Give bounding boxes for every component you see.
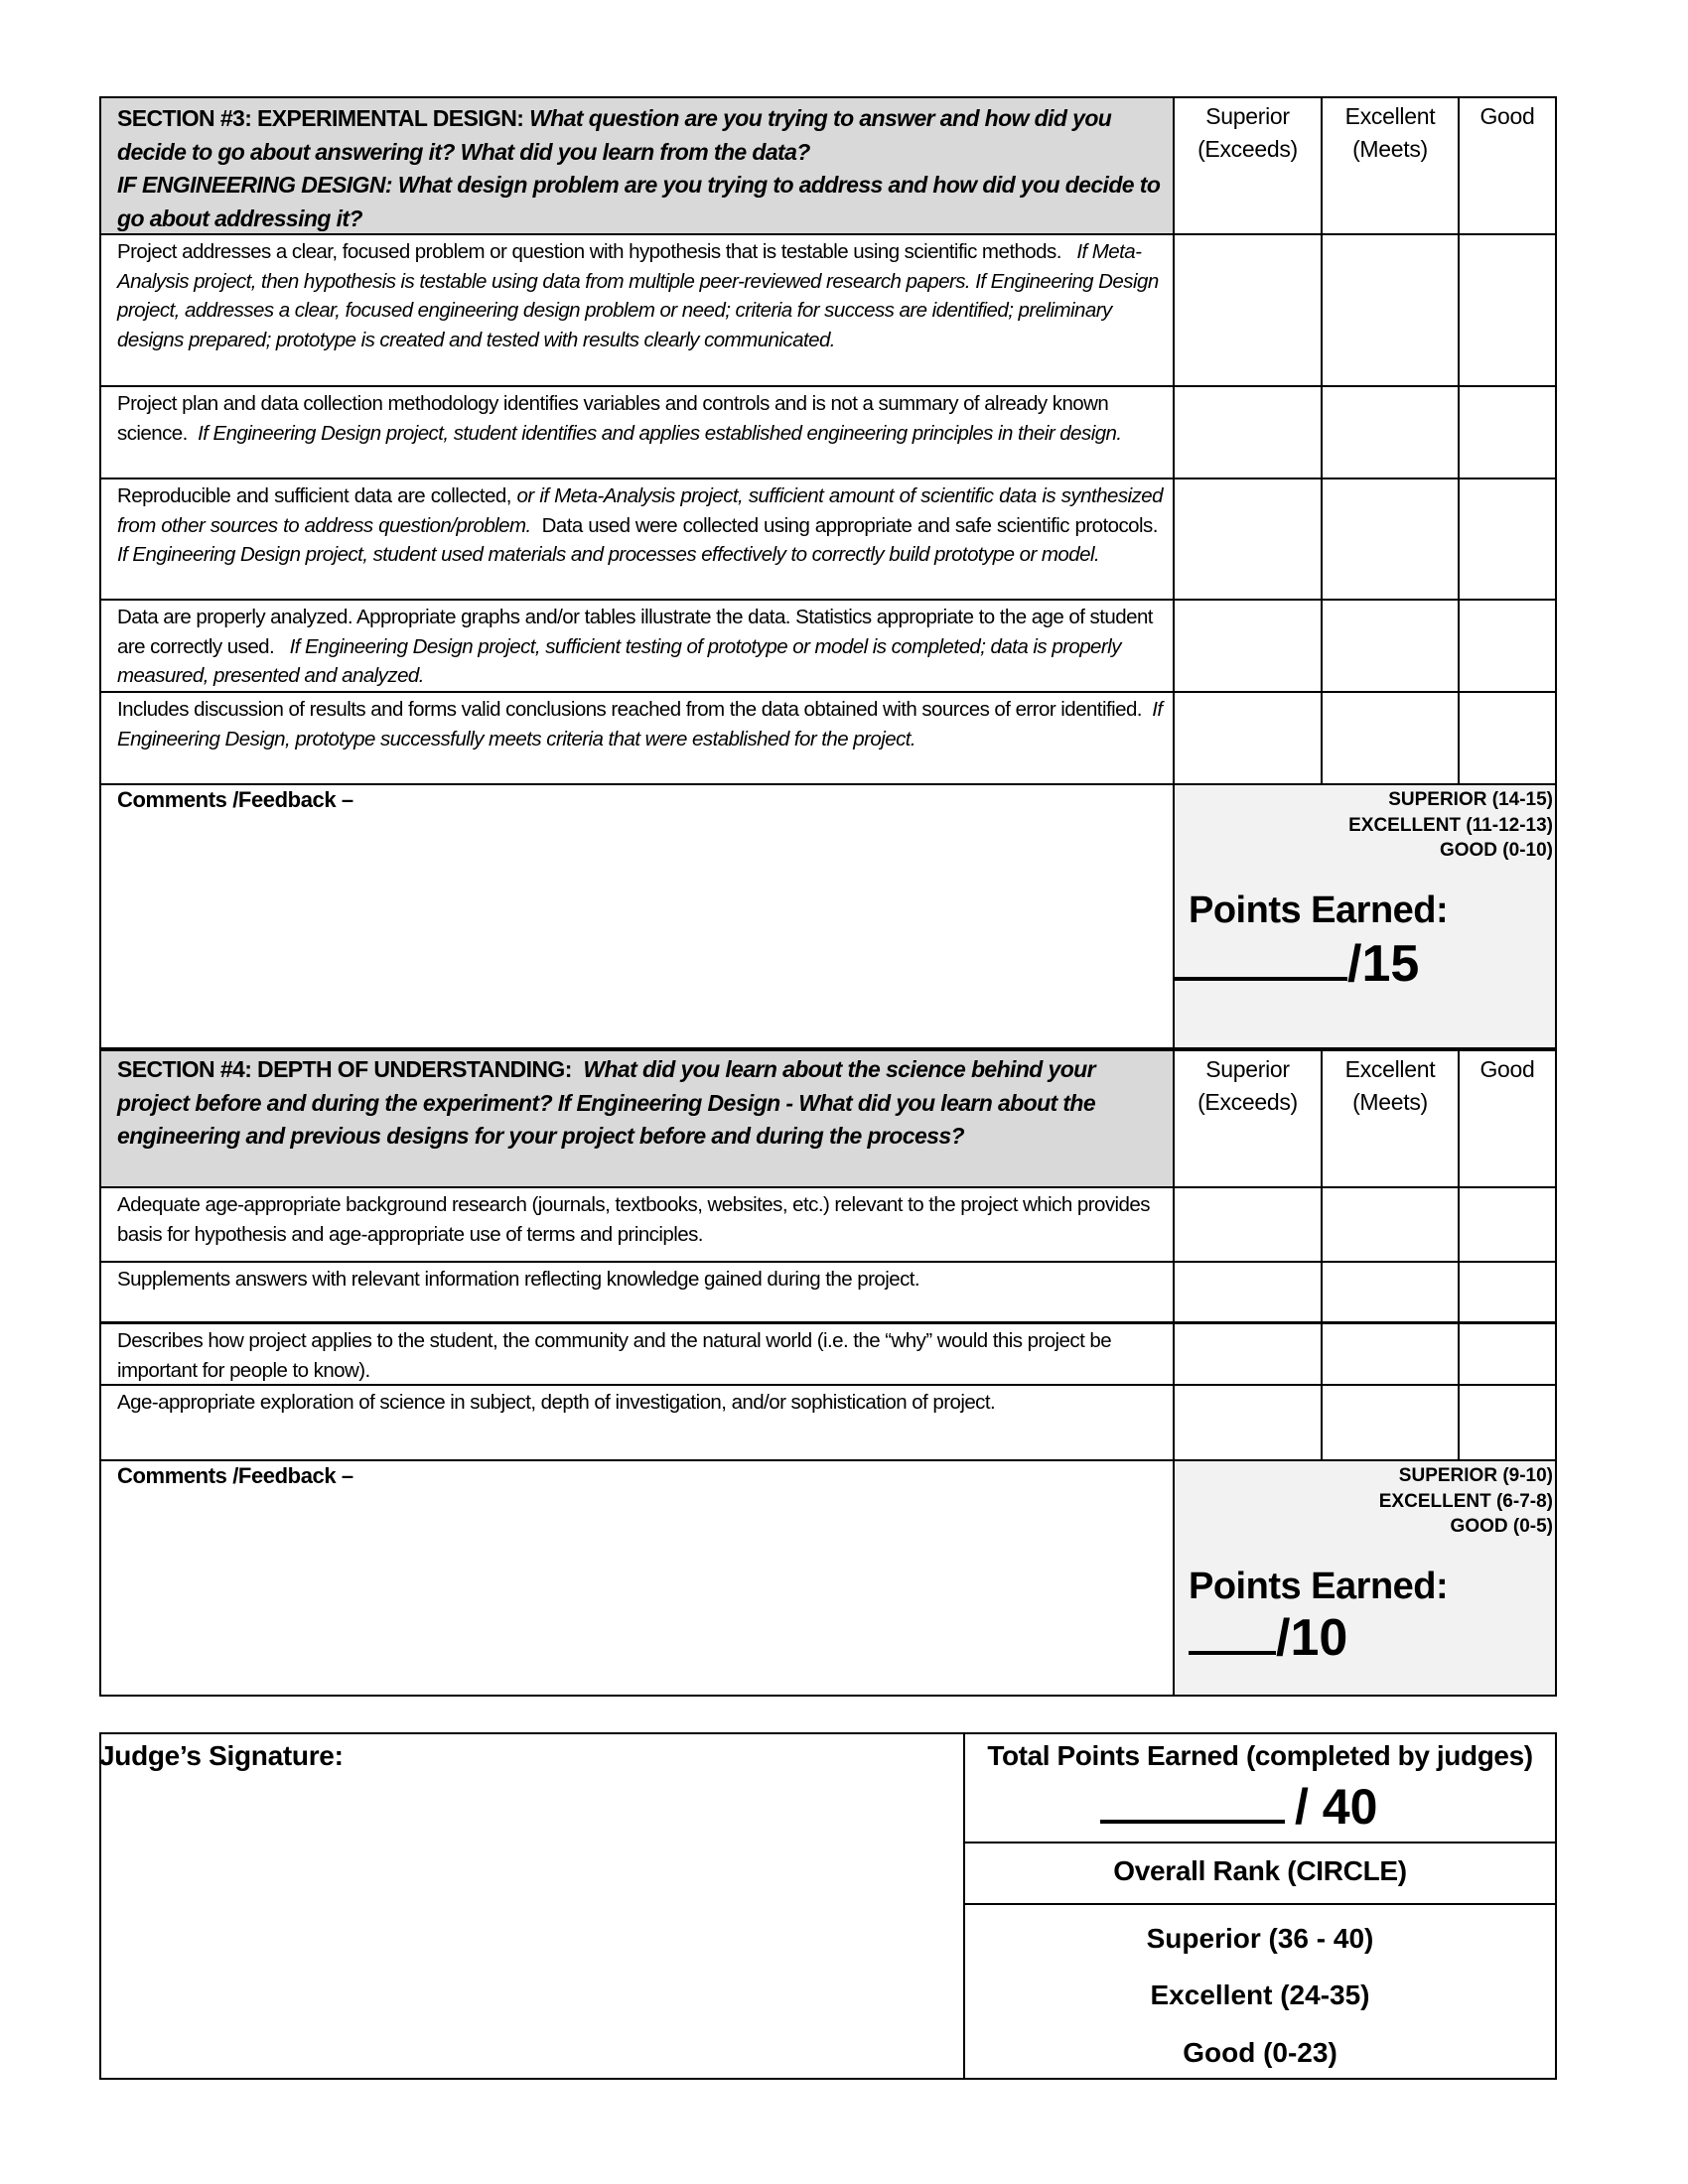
section3-points-field[interactable] bbox=[1173, 934, 1419, 994]
total-points-label: Total Points Earned (completed by judges) bbox=[987, 1740, 1533, 1771]
section3-criterion-4: Data are properly analyzed. Appropriate graphs and/or tables illustrate the data. Statistics appropriate to the age of student are correctly used. If Engineering Design project, sufficient testing of prototype or model is completed; data is properly measured, presented and analyzed. bbox=[99, 599, 1175, 693]
section4-row4-superior-box[interactable] bbox=[1173, 1384, 1323, 1461]
section3-comments-box[interactable] bbox=[99, 783, 1175, 1051]
section4-row2-superior-box[interactable] bbox=[1173, 1261, 1323, 1324]
scale-superior: SUPERIOR (9-10) bbox=[1398, 1465, 1553, 1486]
section3-scale bbox=[1348, 787, 1553, 864]
section3-row3-good-box[interactable] bbox=[1458, 478, 1557, 601]
scale-excellent: EXCELLENT (6-7-8) bbox=[1378, 1490, 1553, 1512]
excellent-label: Excellent bbox=[1344, 1056, 1436, 1082]
section4-row1-superior-box[interactable] bbox=[1173, 1186, 1323, 1263]
section3-points-max: /15 bbox=[1347, 935, 1420, 993]
overall-rank-header bbox=[963, 1842, 1557, 1905]
section4-row4-excellent-box[interactable] bbox=[1321, 1384, 1460, 1461]
excellent-sub: (Meets) bbox=[1352, 1089, 1428, 1115]
section3-row2-good-box[interactable] bbox=[1458, 385, 1557, 479]
section4-criterion-1: Adequate age-appropriate background research (journals, textbooks, websites, etc.) relevant to the project which provides basis for hypothesis and age-appropriate use of terms and principles. bbox=[99, 1186, 1175, 1263]
section3-row1-excellent-box[interactable] bbox=[1321, 233, 1460, 387]
section3-col-excellent bbox=[1321, 96, 1460, 235]
section3-row2-excellent-box[interactable] bbox=[1321, 385, 1460, 479]
rank-option-excellent[interactable]: Excellent (24-35) bbox=[1150, 1979, 1370, 2010]
section3-row4-good-box[interactable] bbox=[1458, 599, 1557, 693]
section3-row3-superior-box[interactable] bbox=[1173, 478, 1323, 601]
section4-row1-excellent-box[interactable] bbox=[1321, 1186, 1460, 1263]
section3-row5-excellent-box[interactable] bbox=[1321, 691, 1460, 785]
section3-row1-superior-box[interactable] bbox=[1173, 233, 1323, 387]
section4-row3-excellent-box[interactable] bbox=[1321, 1322, 1460, 1386]
rank-option-good[interactable]: Good (0-23) bbox=[1183, 2037, 1337, 2068]
scale-superior: SUPERIOR (14-15) bbox=[1388, 789, 1553, 810]
rank-option-superior[interactable]: Superior (36 - 40) bbox=[1146, 1923, 1374, 1954]
section4-header bbox=[99, 1047, 1175, 1188]
section4-col-superior bbox=[1173, 1047, 1323, 1188]
good-label: Good bbox=[1479, 103, 1535, 129]
section3-row1-good-box[interactable] bbox=[1458, 233, 1557, 387]
section4-row2-good-box[interactable] bbox=[1458, 1261, 1557, 1324]
section3-row4-excellent-box[interactable] bbox=[1321, 599, 1460, 693]
section3-criterion-5: Includes discussion of results and forms valid conclusions reached from the data obtained with sources of error identified. If Engineering Design, prototype successfully meets criteria that were established for the project. bbox=[99, 691, 1175, 785]
section3-criterion-2: Project plan and data collection methodology identifies variables and controls and is not a summary of already known science. If Engineering Design project, student identifies and applies established engineering principles in their design. bbox=[99, 385, 1175, 479]
section4-question: What did you learn about the science behind your project before and during the experiment? If Engineering Design - What did you learn about the engineering and previous designs for your project before and during the process? bbox=[117, 1056, 1096, 1149]
judging-summary bbox=[0, 1727, 1688, 2085]
section3-comments-label: Comments /Feedback – bbox=[117, 787, 353, 812]
superior-label: Superior bbox=[1205, 103, 1290, 129]
section3-engineering-title: IF ENGINEERING DESIGN: bbox=[117, 172, 392, 198]
total-points-max: / 40 bbox=[1295, 1779, 1378, 1835]
section4-criterion-4: Age-appropriate exploration of science in subject, depth of investigation, and/or sophistication of project. bbox=[99, 1384, 1175, 1461]
total-points-box bbox=[963, 1732, 1557, 1843]
signature-label: Judge’s Signature: bbox=[99, 1740, 344, 1771]
section3-title: SECTION #3: EXPERIMENTAL DESIGN: bbox=[117, 105, 524, 131]
overall-rank-label: Overall Rank (CIRCLE) bbox=[1113, 1855, 1407, 1886]
superior-sub: (Exceeds) bbox=[1197, 136, 1298, 162]
section4-row3-good-box[interactable] bbox=[1458, 1322, 1557, 1386]
section4-row1-good-box[interactable] bbox=[1458, 1186, 1557, 1263]
section4-title: SECTION #4: DEPTH OF UNDERSTANDING: bbox=[117, 1056, 572, 1082]
section3-criterion-1: Project addresses a clear, focused problem or question with hypothesis that is testable using scientific methods. If Meta-Analysis project, then hypothesis is testable using data from multiple peer-reviewed research papers. If Engineering Design project, addresses a clear, focused engineering design problem or need; criteria for success are identified; preliminary designs prepared; prototype is created and tested with results clearly communicated. bbox=[99, 233, 1175, 387]
section4-comments-box[interactable] bbox=[99, 1459, 1175, 1697]
section4-points-box bbox=[1173, 1459, 1557, 1697]
section4-row2-excellent-box[interactable] bbox=[1321, 1261, 1460, 1324]
section3-criterion-3: Reproducible and sufficient data are collected, or if Meta-Analysis project, sufficient amount of scientific data is synthesized from other sources to address question/problem. Data used were collected using appropriate and safe scientific protocols. If Engineering Design project, student used materials and processes effectively to correctly build prototype or model. bbox=[99, 478, 1175, 601]
section4-row4-good-box[interactable] bbox=[1458, 1384, 1557, 1461]
section4-criterion-2: Supplements answers with relevant information reflecting knowledge gained during the project. bbox=[99, 1261, 1175, 1324]
section3-row5-superior-box[interactable] bbox=[1173, 691, 1323, 785]
section4-col-good bbox=[1458, 1047, 1557, 1188]
section3-col-good bbox=[1458, 96, 1557, 235]
section4-col-excellent bbox=[1321, 1047, 1460, 1188]
section4-header-text bbox=[117, 1053, 1161, 1154]
section3-row3-excellent-box[interactable] bbox=[1321, 478, 1460, 601]
good-label: Good bbox=[1479, 1056, 1535, 1082]
section3-question: What question are you trying to answer and how did you decide to go about answering it? What did you learn from the data? bbox=[117, 105, 1112, 165]
section3-points-label: Points Earned: bbox=[1189, 889, 1449, 931]
section4-comments-label: Comments /Feedback – bbox=[117, 1463, 353, 1488]
section3-header-text bbox=[117, 102, 1161, 235]
scale-excellent: EXCELLENT (11-12-13) bbox=[1348, 814, 1553, 836]
section3-engineering-question: What design problem are you trying to address and how did you decide to go about addressing it? bbox=[117, 172, 1161, 231]
section4-points-field[interactable] bbox=[1189, 1608, 1347, 1668]
section4-scale bbox=[1379, 1463, 1553, 1540]
section3-col-superior bbox=[1173, 96, 1323, 235]
superior-sub: (Exceeds) bbox=[1197, 1089, 1298, 1115]
section4-criterion-3: Describes how project applies to the student, the community and the natural world (i.e. the “why” would this project be important for people to know). bbox=[99, 1322, 1175, 1386]
scale-good: GOOD (0-5) bbox=[1450, 1516, 1553, 1537]
section3-header bbox=[99, 96, 1175, 235]
signature-box[interactable] bbox=[99, 1732, 965, 2080]
section4-points-max: /10 bbox=[1276, 1609, 1348, 1667]
superior-label: Superior bbox=[1205, 1056, 1290, 1082]
section3-row2-superior-box[interactable] bbox=[1173, 385, 1323, 479]
section4-row3-superior-box[interactable] bbox=[1173, 1322, 1323, 1386]
section3-row4-superior-box[interactable] bbox=[1173, 599, 1323, 693]
section3-points-box bbox=[1173, 783, 1557, 1051]
overall-rank-options bbox=[963, 1903, 1557, 2080]
section3-row5-good-box[interactable] bbox=[1458, 691, 1557, 785]
section4-points-label: Points Earned: bbox=[1189, 1566, 1449, 1607]
total-points-field[interactable] bbox=[1100, 1778, 1377, 1836]
excellent-sub: (Meets) bbox=[1352, 136, 1428, 162]
excellent-label: Excellent bbox=[1344, 103, 1436, 129]
scale-good: GOOD (0-10) bbox=[1439, 840, 1553, 861]
